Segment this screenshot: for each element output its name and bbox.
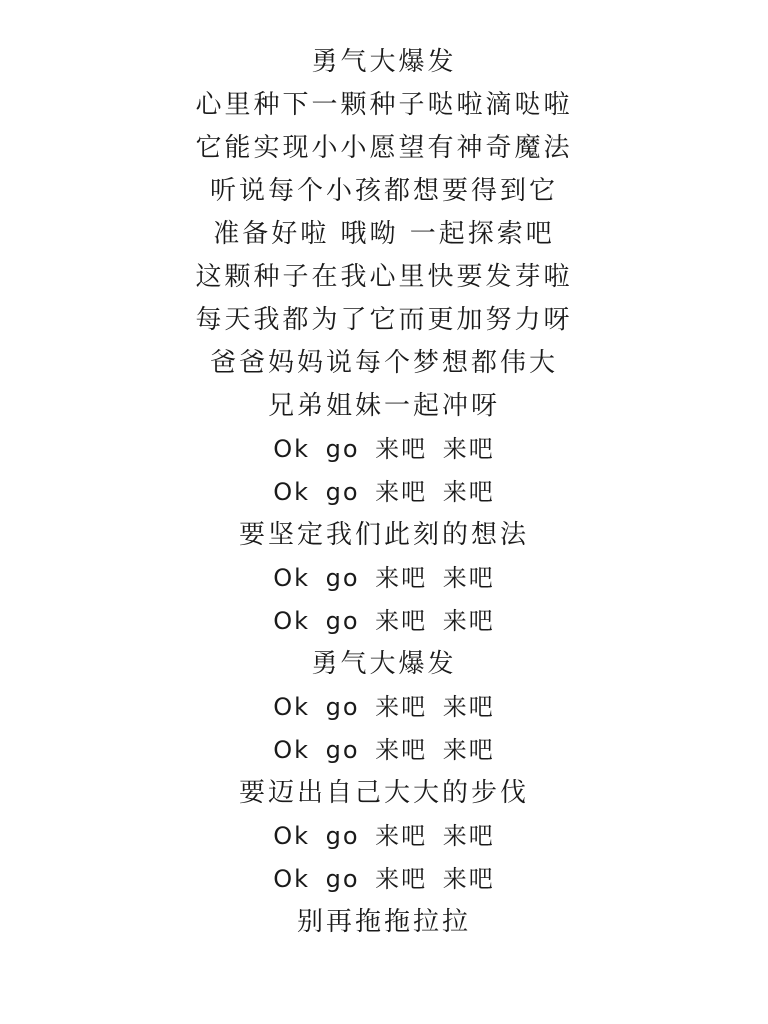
- lyric-line: Ok go 来吧 来吧: [273, 822, 495, 850]
- lyric-line: 心里种下一颗种子哒啦滴哒啦: [195, 90, 573, 120]
- lyric-line: Ok go 来吧 来吧: [273, 478, 495, 506]
- lyric-line: Ok go 来吧 来吧: [273, 693, 495, 721]
- lyric-line: 每天我都为了它而更加努力呀: [195, 305, 573, 335]
- lyrics-text: [0, 41, 768, 944]
- lyric-line: Ok go 来吧 来吧: [273, 435, 495, 463]
- lyric-line: Ok go 来吧 来吧: [273, 607, 495, 635]
- lyric-line: 听说每个小孩都想要得到它: [209, 176, 558, 206]
- lyric-line: Ok go 来吧 来吧: [273, 865, 495, 893]
- lyric-line: 要迈出自己大大的步伐: [238, 778, 529, 808]
- lyric-line: 准备好啦 哦呦 一起探索吧: [213, 219, 555, 249]
- lyric-line: 要坚定我们此刻的想法: [238, 520, 529, 550]
- lyric-line: 勇气大爆发: [311, 47, 457, 77]
- lyric-line: 它能实现小小愿望有神奇魔法: [195, 133, 573, 163]
- lyric-line: Ok go 来吧 来吧: [273, 564, 495, 592]
- lyric-line: 爸爸妈妈说每个梦想都伟大: [209, 348, 558, 378]
- lyric-line: 勇气大爆发: [311, 649, 457, 679]
- lyric-line: 兄弟姐妹一起冲呀: [267, 391, 500, 421]
- lyric-line: Ok go 来吧 来吧: [273, 736, 495, 764]
- lyric-line: 这颗种子在我心里快要发芽啦: [195, 262, 573, 292]
- lyric-line: 别再拖拖拉拉: [296, 907, 471, 937]
